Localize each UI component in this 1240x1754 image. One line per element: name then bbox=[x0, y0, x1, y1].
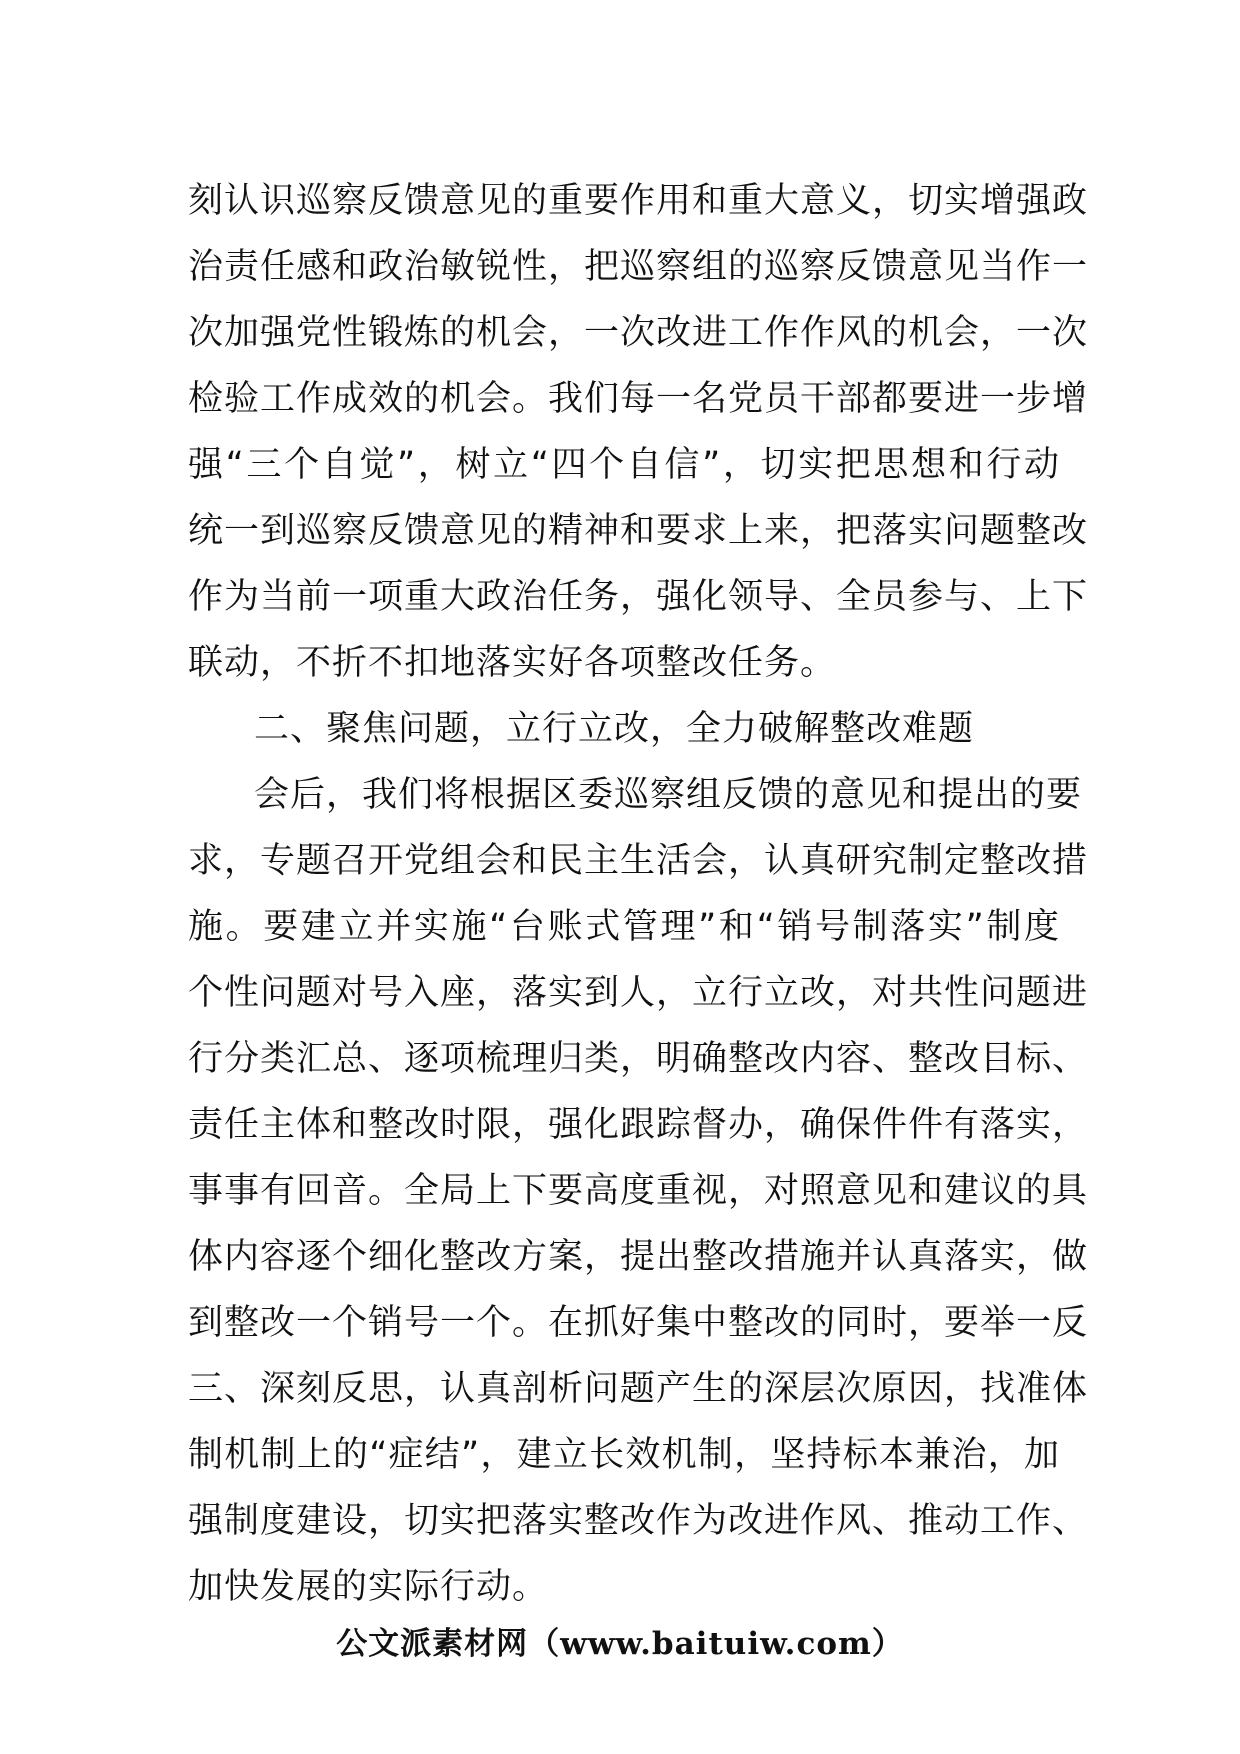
paragraph-2-line: 会后，我们将根据区委巡察组反馈的意见和提出的要 bbox=[254, 775, 1083, 815]
paragraph-2-line: 事事有回音。全局上下要高度重视，对照意见和建议的具 bbox=[188, 1171, 1089, 1211]
paragraph-2-line: 个性问题对号入座，落实到人，立行立改，对共性问题进 bbox=[188, 973, 1089, 1013]
section-heading: 二、聚焦问题，立行立改，全力破解整改难题 bbox=[254, 709, 975, 749]
footer-site-name: 公文派素材网 bbox=[336, 1626, 529, 1662]
paragraph-1-line: 作为当前一项重大政治任务，强化领导、全员参与、上下 bbox=[188, 577, 1089, 617]
footer-url: （www.baituiw.com） bbox=[528, 1626, 904, 1662]
paragraph-2-line: 强制度建设，切实把落实整改作为改进作风、推动工作、 bbox=[188, 1501, 1089, 1541]
paragraph-1-line: 刻认识巡察反馈意见的重要作用和重大意义，切实增强政 bbox=[188, 181, 1089, 221]
paragraph-2-line: 加快发展的实际行动。 bbox=[188, 1567, 549, 1607]
paragraph-1-line: 检验工作成效的机会。我们每一名党员干部都要进一步增 bbox=[188, 379, 1089, 419]
paragraph-1-line: 治责任感和政治敏锐性，把巡察组的巡察反馈意见当作一 bbox=[188, 247, 1089, 287]
paragraph-2-line: 体内容逐个细化整改方案，提出整改措施并认真落实，做 bbox=[188, 1237, 1089, 1277]
footer-watermark bbox=[0, 1622, 1240, 1666]
paragraph-2-line: 责任主体和整改时限，强化跟踪督办，确保件件有落实， bbox=[188, 1105, 1089, 1145]
paragraph-1-line: 次加强党性锻炼的机会，一次改进工作作风的机会，一次 bbox=[188, 313, 1089, 353]
paragraph-2-line: 求，专题召开党组会和民主生活会，认真研究制定整改措 bbox=[188, 841, 1089, 881]
paragraph-1-line: 强“三个自觉”，树立“四个自信”，切实把思想和行动 bbox=[188, 445, 1060, 485]
paragraph-1-line: 联动，不折不扣地落实好各项整改任务。 bbox=[188, 643, 837, 683]
document-body bbox=[188, 168, 1089, 1620]
paragraph-2-line: 行分类汇总、逐项梳理归类，明确整改内容、整改目标、 bbox=[188, 1039, 1089, 1079]
paragraph-2-line: 制机制上的“症结”，建立长效机制，坚持标本兼治，加 bbox=[188, 1435, 1060, 1475]
paragraph-2-line: 三、深刻反思，认真剖析问题产生的深层次原因，找准体 bbox=[188, 1369, 1089, 1409]
paragraph-2-line: 施。要建立并实施“台账式管理”和“销号制落实”制度 bbox=[188, 907, 1061, 947]
paragraph-1-line: 统一到巡察反馈意见的精神和要求上来，把落实问题整改 bbox=[188, 511, 1089, 551]
paragraph-2-line: 到整改一个销号一个。在抓好集中整改的同时，要举一反 bbox=[188, 1303, 1089, 1343]
